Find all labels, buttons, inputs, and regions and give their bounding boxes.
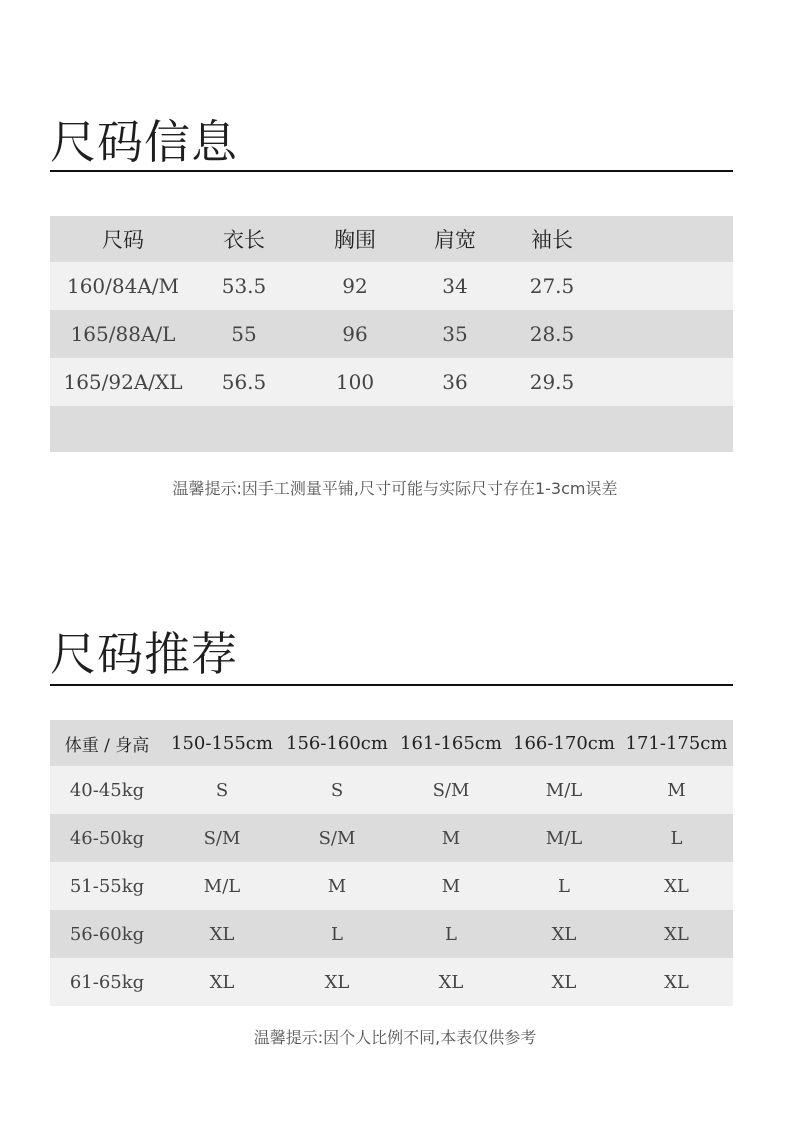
cell-shoulder: 36	[418, 358, 492, 406]
cell-sleeve: 27.5	[492, 262, 612, 310]
cell-chest: 92	[292, 262, 418, 310]
header-chest: 胸围	[292, 216, 418, 262]
header-height-range: 150-155cm	[164, 720, 280, 766]
header-length: 衣长	[196, 216, 292, 262]
table-row	[50, 310, 733, 358]
cell-size: XL	[394, 958, 508, 1006]
empty-cell	[50, 406, 733, 452]
header-height-range: 156-160cm	[280, 720, 394, 766]
cell-weight: 61-65kg	[50, 958, 164, 1006]
header-empty	[612, 216, 733, 262]
cell-length: 56.5	[196, 358, 292, 406]
size-info-header-row	[50, 216, 733, 262]
cell-size: 165/88A/L	[50, 310, 196, 358]
cell-weight: 40-45kg	[50, 766, 164, 814]
header-height-range: 166-170cm	[508, 720, 620, 766]
table-row	[50, 766, 733, 814]
cell-size: XL	[620, 862, 733, 910]
cell-size: M/L	[508, 766, 620, 814]
cell-size: M	[620, 766, 733, 814]
cell-size: XL	[508, 910, 620, 958]
cell-empty	[612, 262, 733, 310]
size-info-note: 温馨提示:因手工测量平铺,尺寸可能与实际尺寸存在1-3cm误差	[172, 479, 618, 498]
cell-size: XL	[164, 910, 280, 958]
size-recommend-note: 温馨提示:因个人比例不同,本表仅供参考	[253, 1028, 537, 1047]
cell-sleeve: 28.5	[492, 310, 612, 358]
cell-size: L	[508, 862, 620, 910]
cell-size: XL	[620, 958, 733, 1006]
cell-size: 160/84A/M	[50, 262, 196, 310]
header-height-range: 161-165cm	[394, 720, 508, 766]
cell-size: XL	[164, 958, 280, 1006]
cell-size: XL	[620, 910, 733, 958]
table-row-empty	[50, 406, 733, 452]
cell-size: M/L	[164, 862, 280, 910]
cell-size: XL	[280, 958, 394, 1006]
header-weight-height: 体重 / 身高	[50, 720, 164, 766]
cell-weight: 51-55kg	[50, 862, 164, 910]
size-info-table	[50, 216, 733, 452]
size-info-title: 尺码信息	[50, 115, 238, 169]
size-recommend-title: 尺码推荐	[50, 627, 238, 681]
table-row	[50, 814, 733, 862]
cell-length: 55	[196, 310, 292, 358]
cell-shoulder: 34	[418, 262, 492, 310]
cell-empty	[612, 358, 733, 406]
cell-chest: 100	[292, 358, 418, 406]
cell-size: L	[620, 814, 733, 862]
header-height-range: 171-175cm	[620, 720, 733, 766]
cell-size: M	[394, 862, 508, 910]
header-size: 尺码	[50, 216, 196, 262]
size-recommend-divider	[50, 684, 733, 686]
table-row	[50, 358, 733, 406]
cell-size: L	[280, 910, 394, 958]
size-info-divider	[50, 170, 733, 172]
cell-chest: 96	[292, 310, 418, 358]
cell-size: S/M	[280, 814, 394, 862]
table-row	[50, 910, 733, 958]
header-shoulder: 肩宽	[418, 216, 492, 262]
cell-weight: 46-50kg	[50, 814, 164, 862]
cell-shoulder: 35	[418, 310, 492, 358]
cell-size: 165/92A/XL	[50, 358, 196, 406]
cell-sleeve: 29.5	[492, 358, 612, 406]
cell-empty	[612, 310, 733, 358]
cell-size: S/M	[394, 766, 508, 814]
cell-size: XL	[508, 958, 620, 1006]
size-recommend-header-row	[50, 720, 733, 766]
table-row	[50, 958, 733, 1006]
cell-length: 53.5	[196, 262, 292, 310]
cell-size: S	[280, 766, 394, 814]
cell-size: M	[280, 862, 394, 910]
table-row	[50, 262, 733, 310]
cell-size: S/M	[164, 814, 280, 862]
cell-size: S	[164, 766, 280, 814]
size-recommend-table	[50, 720, 733, 1006]
cell-size: L	[394, 910, 508, 958]
cell-weight: 56-60kg	[50, 910, 164, 958]
table-row	[50, 862, 733, 910]
header-sleeve: 袖长	[492, 216, 612, 262]
cell-size: M/L	[508, 814, 620, 862]
cell-size: M	[394, 814, 508, 862]
